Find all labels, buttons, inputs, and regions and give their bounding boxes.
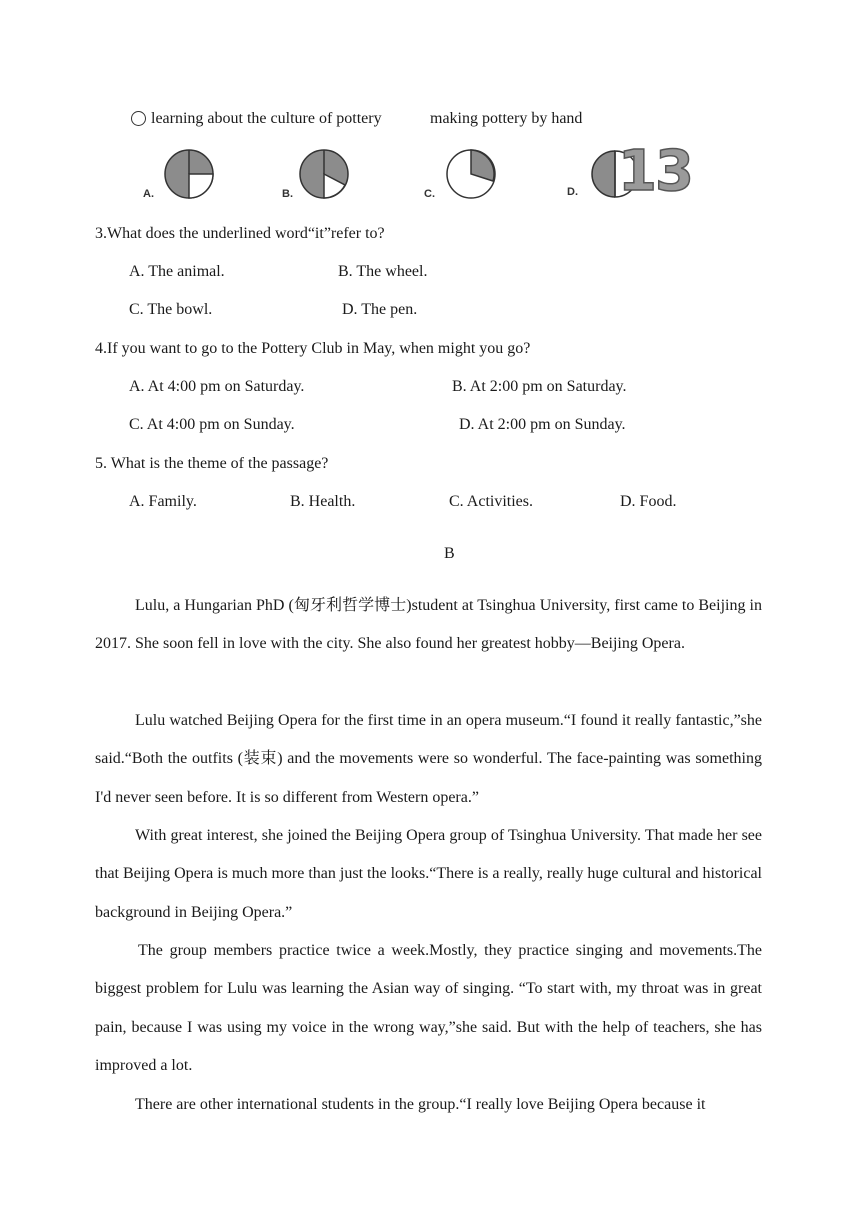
question-3-option-a: A. The animal. (129, 263, 225, 280)
legend-circle-icon (131, 111, 146, 126)
question-4-stem: 4.If you want to go to the Pottery Club in May, when might you go? (95, 340, 531, 357)
pie-charts (0, 140, 860, 220)
passage-paragraph-3: With great interest, she joined the Beijing Opera group of Tsinghua University. That made her see that Beijing Opera is much more than just the looks.“There is a really, really huge cultural and historical background in Beijing Opera.” (95, 827, 762, 921)
passage-paragraph-4: The group members practice twice a week.Mostly, they practice singing and movements.The biggest problem for Lulu was learning the Asian way of singing. “To start with, my throat was in great pain, because I was using my voice in the wrong way,”she said. But with the help of teachers, she has improved a lot. (95, 942, 762, 1074)
pie-a (165, 150, 213, 198)
pie-a-white-slice (189, 174, 213, 198)
legend-item-making: making pottery by hand (430, 110, 583, 127)
pie-label-b: B. (282, 188, 293, 200)
passage-paragraph-2: Lulu watched Beijing Opera for the first time in an opera museum.“I found it really fantastic,”she said.“Both the outfits (装束) and the movements were so wonderful. The face-painting was something I'd never seen before. It is so different from Western opera.” (95, 712, 762, 806)
watermark-number: 13 (618, 139, 692, 204)
question-3-stem: 3.What does the underlined word“it”refer to? (95, 225, 385, 242)
question-5-stem: 5. What is the theme of the passage? (95, 455, 329, 472)
passage-paragraph-1: Lulu, a Hungarian PhD (匈牙利哲学博士)student at Tsinghua University, first came to Beijing in 2017. She soon fell in love with the city. She also found her greatest hobby—Beijing Opera. (95, 597, 762, 653)
legend-item-culture: learning about the culture of pottery (151, 110, 382, 127)
question-5-option-c: C. Activities. (449, 493, 533, 510)
question-3-option-d: D. The pen. (342, 301, 418, 318)
question-3-option-b: B. The wheel. (338, 263, 428, 280)
question-4-option-b: B. At 2:00 pm on Saturday. (452, 378, 627, 395)
question-3-option-c: C. The bowl. (129, 301, 213, 318)
pie-b (300, 150, 348, 198)
question-4-option-c: C. At 4:00 pm on Sunday. (129, 416, 295, 433)
pie-c (447, 150, 495, 198)
pie-label-a: A. (143, 188, 154, 200)
passage-paragraph-5: There are other international students in the group.“I really love Beijing Opera because it (135, 1096, 706, 1113)
question-4-option-a: A. At 4:00 pm on Saturday. (129, 378, 305, 395)
section-title: B (444, 545, 455, 562)
question-5-option-b: B. Health. (290, 493, 356, 510)
question-5-option-a: A. Family. (129, 493, 197, 510)
pie-label-c: C. (424, 188, 435, 200)
question-5-option-d: D. Food. (620, 493, 677, 510)
question-4-option-d: D. At 2:00 pm on Sunday. (459, 416, 626, 433)
pie-label-d: D. (567, 186, 578, 198)
